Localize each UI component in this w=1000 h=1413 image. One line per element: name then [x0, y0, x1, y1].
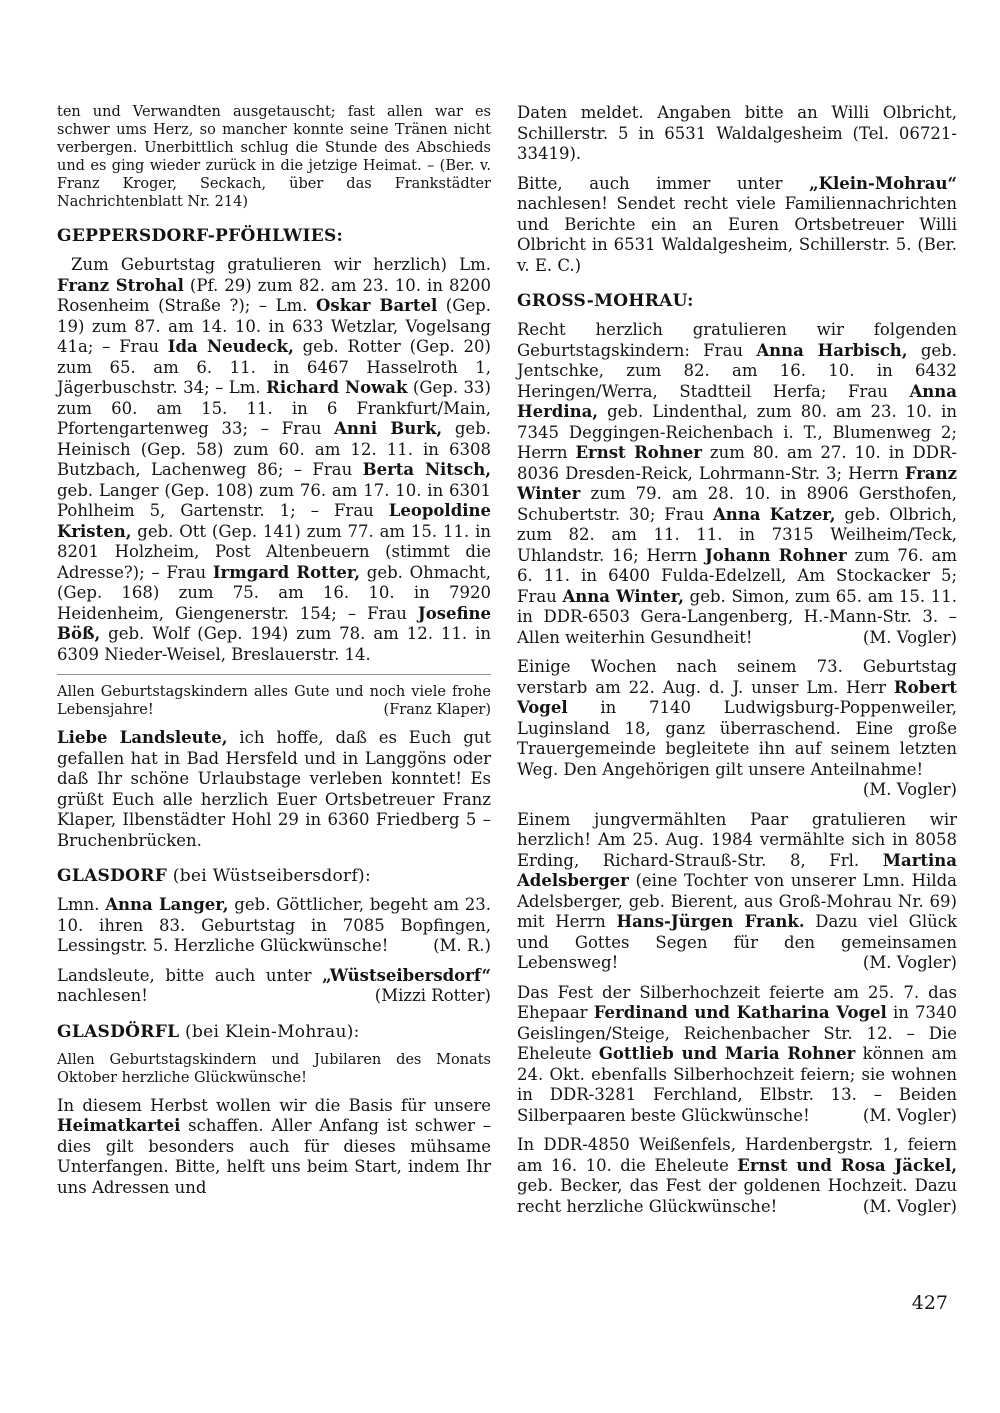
- text-run: zum 80. am 27. 10. in DDR-8036 Dresden-Reick, Lohrmann-Str. 3; Herrn: [517, 443, 957, 483]
- section-heading: [57, 1022, 491, 1043]
- bold-text-run: Heimatkartei: [57, 1116, 181, 1135]
- bold-text-run: Berta Nitsch,: [362, 460, 492, 479]
- bold-text-run: GEPPERSDORF-PFÖHLWIES:: [57, 226, 344, 246]
- text-run: In diesem Herbst wollen wir die Basis für unsere: [57, 1095, 491, 1115]
- bold-text-run: Franz Winter: [517, 463, 957, 503]
- text-run: nachlesen! Sendet recht viele Familiennachrichten und Berichte ein an Euren Ortsbetreuer Willi Olbricht in 6531 Waldalgesheim, Schillerstr. 5. (Ber. v. E. C.): [517, 194, 957, 275]
- signature: (Franz Klaper): [383, 702, 491, 718]
- text-run: können am 24. Okt. ebenfalls Silberhochzeit feiern; sie wohnen in DDR-3281 Ferchland, Elbstr. 13. – Beiden Silberpaaren beste Glückwünsche!: [517, 1044, 957, 1125]
- text-run: geb. Wolf (Gep. 194) zum 78. am 12. 11. in 6309 Nieder-Weisel, Breslauerstr. 14.: [57, 624, 491, 664]
- bold-text-run: „Wüstseibersdorf“: [322, 965, 491, 985]
- text-run: Allen Geburtstagskindern alles Gute und noch viele frohe Lebensjahre!: [57, 684, 491, 718]
- text-run: geb. Heinisch (Gep. 58) zum 60. am 12. 11. in 6308 Butzbach, Lachenweg 86; – Frau: [57, 419, 491, 479]
- text-run: Bitte, auch immer unter: [517, 173, 810, 193]
- text-run: (Pf. 29) zum 82. am 23. 10. in 8200 Rosenheim (Straße ?); – Lm.: [57, 275, 491, 315]
- section-heading: [57, 866, 491, 887]
- text-run: in 7140 Ludwigsburg-Poppenweiler, Luginsland 18, ganz überraschend. Eine große Trauergemeinde begleitete ihn auf seinem letzten Weg. Den Angehörigen gilt unsere Anteilnahme!: [517, 698, 957, 779]
- bold-text-run: Anna Katzer,: [712, 504, 836, 524]
- bold-text-run: Anna Winter,: [562, 586, 684, 606]
- paragraph: [57, 895, 491, 957]
- signature: (M. Vogler): [862, 1105, 957, 1125]
- bold-text-run: Ida Neudeck,: [167, 337, 294, 356]
- paragraph: [57, 1051, 491, 1087]
- bold-text-run: Leopoldine Kristen,: [57, 501, 491, 541]
- text-run: geb. Lindenthal, zum 80. am 23. 10. in 7345 Deggingen-Reichenbach i. T., Blumenweg 2; Herrn: [517, 402, 957, 462]
- paragraph: [57, 255, 491, 665]
- bold-text-run: Ernst Rohner: [575, 443, 702, 462]
- text-run: Allen Geburtstagskindern und Jubilaren des Monats Oktober herzliche Glückwünsche!: [57, 1051, 491, 1086]
- text-run: geb. Ohmacht, (Gep. 168) zum 75. am 16. 10. in 7920 Heidenheim, Giengenerstr. 154; – Frau: [57, 562, 491, 623]
- text-run: Einige Wochen nach seinem 73. Geburtstag verstarb am 22. Aug. d. J. unser Lm. Herr: [517, 657, 957, 697]
- paragraph: [57, 683, 491, 719]
- bold-text-run: GROSS-MOHRAU:: [517, 291, 694, 311]
- bold-text-run: GLASDÖRFL: [57, 1021, 180, 1042]
- text-run: geb. Langer (Gep. 108) zum 76. am 17. 10. in 6301 Pohlheim 5, Gartenstr. 1; – Frau: [57, 480, 491, 520]
- bold-text-run: Anna Herdina,: [517, 381, 957, 421]
- bold-text-run: Martina Adelsberger: [517, 850, 957, 890]
- section-heading: [517, 291, 957, 312]
- text-run: (Gep. 33) zum 60. am 15. 11. in 6 Frankfurt/Main, Pfortengartenweg 33; – Frau: [57, 378, 491, 438]
- section-heading: [57, 226, 491, 247]
- text-run: In DDR-4850 Weißenfels, Hardenbergstr. 1, feiern am 16. 10. die Eheleute: [517, 1135, 957, 1175]
- text-run: Dazu viel Glück und Gottes Segen für den gemeinsamen Lebensweg!: [517, 912, 957, 972]
- signature: (M. R.): [433, 936, 491, 955]
- text-run: Daten meldet. Angaben bitte an Willi Olbricht, Schillerstr. 5 in 6531 Waldalgesheim (Tel. 06721-33419).: [517, 103, 957, 163]
- text-run: geb. Becker, das Fest der goldenen Hochzeit. Dazu recht herzliche Glückwünsche!: [517, 1176, 957, 1216]
- bold-text-run: Anna Langer,: [105, 895, 229, 914]
- text-run: Zum Geburtstag gratulieren wir herzlich) Lm.: [71, 255, 491, 274]
- paragraph: [57, 728, 491, 851]
- paragraph: [517, 1135, 957, 1217]
- text-run: Einem jungvermählten Paar gratulieren wir herzlich! Am 25. Aug. 1984 vermählte sich in 8058 Erding, Richard-Strauß-Str. 8, Frl.: [517, 809, 957, 870]
- signature: (M. Vogler): [862, 627, 957, 647]
- text-run: (bei Wüstseibersdorf):: [167, 866, 372, 886]
- text-columns: [57, 103, 957, 1226]
- bold-text-run: Gottlieb und Maria Rohner: [598, 1044, 856, 1063]
- signature: (Mizzi Rotter): [374, 986, 491, 1005]
- left-column: [57, 103, 491, 1207]
- text-run: geb. Rotter (Gep. 20) zum 65. am 6. 11. in 6467 Hasselroth 1, Jägerbuschstr. 34; – Lm.: [57, 337, 491, 397]
- bold-text-run: Josefine Böß,: [57, 603, 491, 643]
- bold-text-run: „Klein-Mohrau“: [809, 173, 957, 193]
- text-run: Das Fest der Silberhochzeit feierte am 25. 7. das Ehepaar: [517, 982, 957, 1022]
- text-run: Recht herzlich gratulieren wir folgenden Geburtstagskindern: Frau: [517, 320, 957, 360]
- bold-text-run: Robert Vogel: [517, 677, 957, 717]
- signature: (M. Vogler): [862, 780, 957, 799]
- bold-text-run: Franz Strohal: [57, 275, 184, 295]
- text-run: Lmn.: [57, 895, 106, 914]
- paragraph: [517, 103, 957, 165]
- divider: [57, 674, 491, 675]
- paragraph: [517, 657, 957, 801]
- text-run: Landsleute, bitte auch unter: [57, 965, 323, 985]
- bold-text-run: Oskar Bartel: [316, 296, 438, 315]
- text-run: (eine Tochter von unserer Lmn. Hilda Adelsberger, geb. Bierent, aus Groß-Mohrau Nr. 69) mit Herrn: [517, 871, 957, 931]
- text-run: ich hoffe, daß es Euch gut gefallen hat in Bad Hersfeld und in Langgöns oder daß Ihr schöne Urlaubstage verleben konntet! Es grüßt Euch alle herzlich Euer Ortsbetreuer Franz Klaper, Ilbenstädter Hohl 29 in 6360 Friedberg 5 – Bruchenbrücken.: [57, 728, 492, 850]
- text-run: (Gep. 19) zum 87. am 14. 10. in 633 Wetzlar, Vogelsang 41a; – Frau: [57, 296, 491, 356]
- text-run: geb. Olbrich, zum 82. am 11. 11. in 7315 Weilheim/Teck, Uhlandstr. 16; Herrn: [517, 504, 957, 565]
- signature: (M. Vogler): [862, 1196, 957, 1216]
- text-run: in 7340 Geislingen/Steige, Reichenbacher Str. 12. – Die Eheleute: [517, 1003, 957, 1063]
- text-run: geb. Göttlicher, begeht am 23. 10. ihren 83. Geburtstag in 7085 Bopfingen, Lessingstr. 5. Herzliche Glückwünsche!: [57, 895, 491, 955]
- text-run: zum 79. am 28. 10. in 8906 Gersthofen, Schubertstr. 30; Frau: [517, 484, 957, 524]
- paragraph: [57, 966, 491, 1007]
- bold-text-run: Irmgard Rotter,: [212, 562, 361, 582]
- signature: (M. Vogler): [862, 953, 957, 972]
- paragraph: [517, 810, 957, 974]
- paragraph: [517, 320, 957, 648]
- bold-text-run: Liebe Landsleute,: [57, 728, 228, 747]
- page-number: 427: [911, 1292, 948, 1314]
- paragraph: [517, 174, 957, 277]
- text-run: zum 76. am 6. 11. in 6400 Fulda-Edelzell, Am Stockacker 5; Frau: [517, 545, 957, 606]
- paragraph: [57, 1096, 491, 1199]
- bold-text-run: Hans-Jürgen Frank.: [616, 912, 805, 931]
- right-column: [517, 103, 957, 1226]
- text-run: geb. Ott (Gep. 141) zum 77. am 15. 11. in 8201 Holzheim, Post Altenbeuern (stimmt die Adresse?); – Frau: [57, 521, 491, 582]
- text-run: (bei Klein-Mohrau):: [179, 1021, 360, 1042]
- bold-text-run: Anna Harbisch,: [756, 340, 908, 360]
- text-run: schaffen. Aller Anfang ist schwer – dies gilt besonders auch für dieses mühsame Unterfangen. Bitte, helft uns beim Start, indem Ihr uns Adressen und: [57, 1116, 491, 1197]
- bold-text-run: GLASDORF: [57, 866, 168, 886]
- bold-text-run: Ernst und Rosa Jäckel,: [737, 1155, 957, 1175]
- text-run: ten und Verwandten ausgetauscht; fast allen war es schwer ums Herz, so mancher konnte seine Tränen nicht verbergen. Unerbittlich schlug die Stunde des Abschieds und es ging wieder zurück in die jetzige Heimat. – (Ber. v. Franz Kroger, Seckach, über das Frankstädter Nachrichtenblatt Nr. 214): [57, 104, 491, 210]
- bold-text-run: Ferdinand und Katharina Vogel: [593, 1003, 887, 1022]
- text-run: nachlesen!: [57, 986, 148, 1005]
- bold-text-run: Anni Burk,: [334, 419, 443, 438]
- bold-text-run: Johann Rohner: [704, 545, 847, 565]
- paragraph: [57, 103, 491, 211]
- text-run: geb. Simon, zum 65. am 15. 11. in DDR-6503 Gera-Langenberg, H.-Mann-Str. 3. – Allen weiterhin Gesundheit!: [517, 586, 957, 647]
- bold-text-run: Richard Nowak: [266, 378, 408, 397]
- paragraph: [517, 983, 957, 1127]
- text-run: geb. Jentschke, zum 82. am 16. 10. in 6432 Heringen/Werra, Stadtteil Herfa; Frau: [517, 340, 957, 401]
